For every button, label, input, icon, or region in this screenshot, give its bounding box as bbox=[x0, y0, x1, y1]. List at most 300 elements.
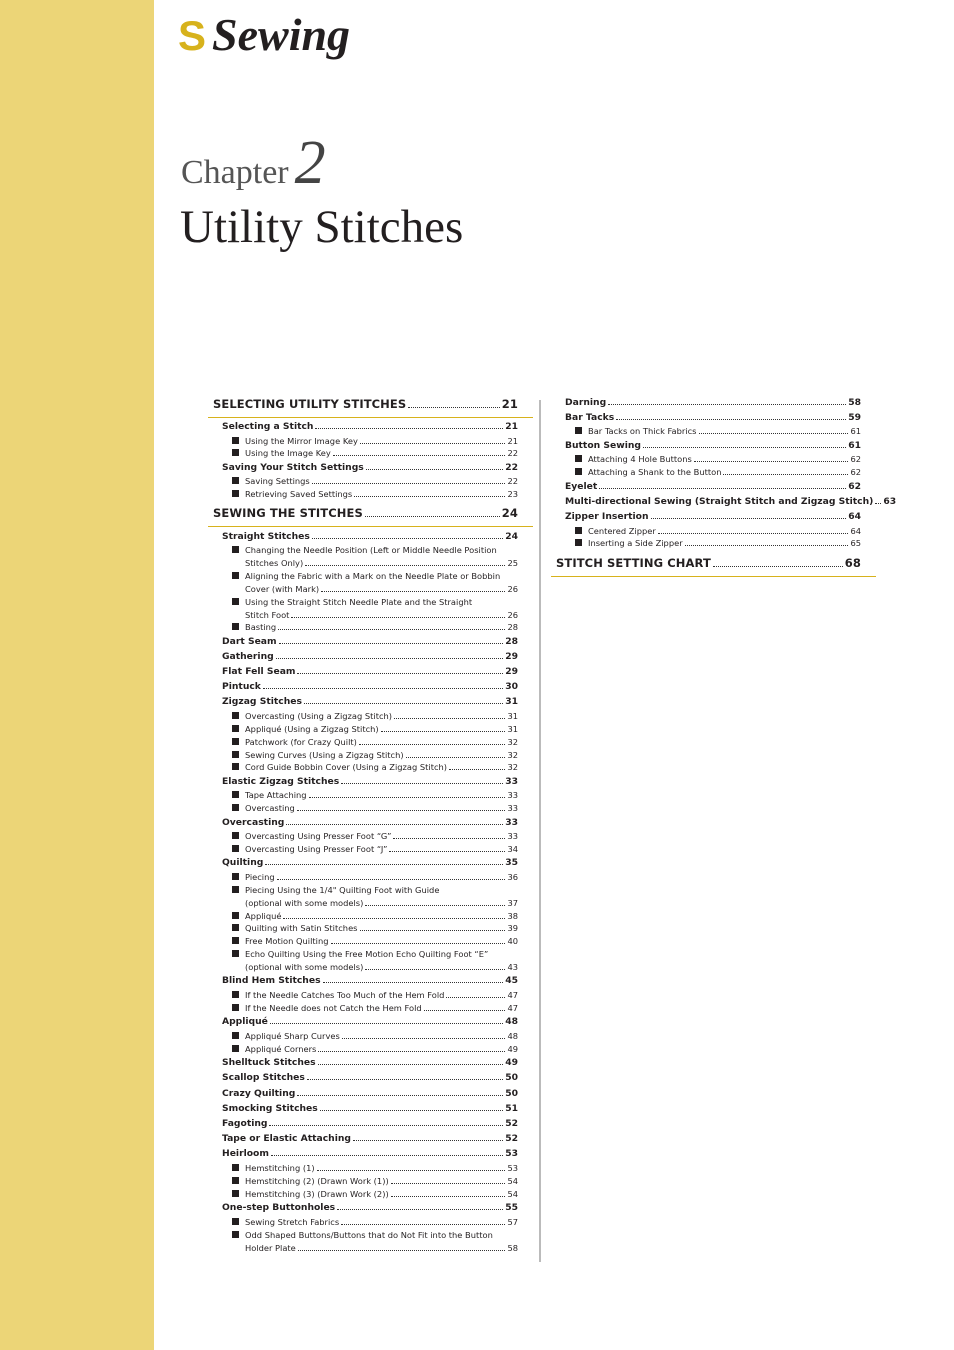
toc-page-number: 24 bbox=[501, 506, 518, 520]
toc-entry-title: Hemstitching (1) bbox=[245, 1163, 315, 1173]
dot-leader bbox=[307, 1079, 503, 1080]
toc-entry-title: Sewing Stretch Fabrics bbox=[245, 1217, 340, 1227]
toc-page-number: 43 bbox=[507, 962, 518, 972]
toc-page-number: 29 bbox=[505, 651, 518, 662]
toc-entry-title: Echo Quilting Using the Free Motion Echo Quilting Foot “E” bbox=[245, 949, 489, 959]
square-bullet-icon bbox=[232, 1045, 239, 1052]
toc-page-number: 45 bbox=[505, 975, 518, 986]
toc-entry[interactable] bbox=[222, 1103, 518, 1114]
square-bullet-icon bbox=[232, 845, 239, 852]
dot-leader bbox=[263, 688, 503, 689]
dot-leader bbox=[699, 433, 849, 434]
toc-entry-title: Sewing Curves (Using a Zigzag Stitch) bbox=[245, 750, 404, 760]
toc-entry-title: Heirloom bbox=[222, 1148, 269, 1159]
dot-leader bbox=[318, 1051, 505, 1052]
toc-entry-title: Quilting with Satin Stitches bbox=[245, 923, 358, 933]
toc-page-number: 52 bbox=[505, 1133, 518, 1144]
toc-page-number: 28 bbox=[507, 622, 518, 632]
toc-entry[interactable] bbox=[232, 790, 518, 801]
toc-page-number: 34 bbox=[507, 844, 518, 854]
square-bullet-icon bbox=[232, 1190, 239, 1197]
toc-section-heading[interactable] bbox=[213, 506, 518, 520]
toc-entry[interactable] bbox=[232, 622, 518, 633]
toc-page-number: 53 bbox=[505, 1148, 518, 1159]
toc-page-number: 50 bbox=[505, 1088, 518, 1099]
toc-page-number: 32 bbox=[507, 750, 518, 760]
toc-page-number: 22 bbox=[507, 448, 518, 458]
dot-leader bbox=[312, 483, 506, 484]
toc-entry-title: Darning bbox=[565, 397, 607, 408]
toc-page-number: 38 bbox=[507, 911, 518, 921]
toc-entry[interactable] bbox=[232, 844, 518, 855]
toc-page-number: 30 bbox=[505, 681, 518, 692]
toc-page-number: 61 bbox=[850, 426, 861, 436]
square-bullet-icon bbox=[232, 1231, 239, 1238]
toc-entry[interactable] bbox=[565, 481, 861, 492]
toc-entry-title: Overcasting Using Presser Foot “G” bbox=[245, 831, 392, 841]
square-bullet-icon bbox=[232, 1004, 239, 1011]
toc-entry[interactable] bbox=[222, 1088, 518, 1099]
dot-leader bbox=[360, 443, 506, 444]
dot-leader bbox=[279, 643, 504, 644]
toc-entry-title: Scallop Stitches bbox=[222, 1072, 305, 1083]
square-bullet-icon bbox=[232, 886, 239, 893]
toc-page-number: 54 bbox=[507, 1176, 518, 1186]
toc-page-number: 49 bbox=[507, 1044, 518, 1054]
toc-page-number: 31 bbox=[507, 711, 518, 721]
toc-entry[interactable] bbox=[222, 1057, 518, 1068]
toc-entry-title: Crazy Quilting bbox=[222, 1088, 296, 1099]
toc-entry[interactable] bbox=[222, 857, 518, 868]
toc-entry[interactable] bbox=[565, 440, 861, 451]
toc-entry-continuation[interactable] bbox=[245, 610, 518, 621]
toc-entry-title: If the Needle Catches Too Much of the Hem Fold bbox=[245, 990, 445, 1000]
toc-page-number: 50 bbox=[505, 1072, 518, 1083]
square-bullet-icon bbox=[575, 539, 582, 546]
toc-entry[interactable] bbox=[232, 545, 497, 555]
toc-entry[interactable] bbox=[232, 1163, 518, 1174]
dot-leader bbox=[875, 503, 881, 504]
toc-entry[interactable] bbox=[232, 489, 518, 500]
square-bullet-icon bbox=[575, 427, 582, 434]
dot-leader bbox=[341, 783, 503, 784]
toc-entry[interactable] bbox=[222, 1072, 518, 1083]
section-letter: S bbox=[178, 12, 207, 59]
toc-entry-title: Patchwork (for Crazy Quilt) bbox=[245, 737, 357, 747]
toc-page-number: 23 bbox=[507, 489, 518, 499]
square-bullet-icon bbox=[232, 1218, 239, 1225]
toc-page-number: 35 bbox=[505, 857, 518, 868]
dot-leader bbox=[271, 1155, 503, 1156]
dot-leader bbox=[713, 566, 843, 567]
toc-entry[interactable] bbox=[565, 412, 861, 423]
dot-leader bbox=[309, 797, 506, 798]
dot-leader bbox=[723, 474, 848, 475]
dot-leader bbox=[685, 545, 849, 546]
dot-leader bbox=[366, 469, 503, 470]
toc-page-number: 58 bbox=[848, 397, 861, 408]
toc-entry[interactable] bbox=[222, 1148, 518, 1159]
dot-leader bbox=[277, 879, 506, 880]
toc-entry-title: Centered Zipper bbox=[588, 526, 656, 536]
dot-leader bbox=[694, 461, 849, 462]
toc-entry[interactable] bbox=[222, 1118, 518, 1129]
dot-leader bbox=[608, 404, 846, 405]
dot-leader bbox=[291, 617, 505, 618]
toc-entry[interactable] bbox=[222, 1202, 518, 1213]
square-bullet-icon bbox=[232, 991, 239, 998]
square-bullet-icon bbox=[575, 468, 582, 475]
toc-entry-title: Saving Settings bbox=[245, 476, 310, 486]
toc-page-number: 48 bbox=[505, 1016, 518, 1027]
toc-page-number: 47 bbox=[507, 1003, 518, 1013]
toc-page-number: 62 bbox=[848, 481, 861, 492]
square-bullet-icon bbox=[232, 725, 239, 732]
toc-page-number: 32 bbox=[507, 762, 518, 772]
toc-entry-title: STITCH SETTING CHART bbox=[556, 556, 711, 570]
toc-page-number: 31 bbox=[507, 724, 518, 734]
square-bullet-icon bbox=[232, 763, 239, 770]
toc-entry[interactable] bbox=[222, 776, 518, 787]
square-bullet-icon bbox=[232, 477, 239, 484]
toc-entry-title: Piecing bbox=[245, 872, 275, 882]
dot-leader bbox=[323, 982, 504, 983]
square-bullet-icon bbox=[232, 572, 239, 579]
toc-entry-title: Aligning the Fabric with a Mark on the Needle Plate or Bobbin bbox=[245, 571, 501, 581]
toc-entry[interactable] bbox=[222, 651, 518, 662]
toc-entry-title: Fagoting bbox=[222, 1118, 268, 1129]
toc-page-number: 53 bbox=[507, 1163, 518, 1173]
dot-leader bbox=[394, 718, 505, 719]
toc-entry[interactable] bbox=[232, 990, 518, 1001]
dot-leader bbox=[321, 591, 505, 592]
toc-section-heading[interactable] bbox=[556, 556, 861, 570]
dot-leader bbox=[353, 1140, 503, 1141]
dot-leader bbox=[658, 533, 849, 534]
toc-page-number: 62 bbox=[850, 467, 861, 477]
toc-entry-title: Overcasting bbox=[245, 803, 295, 813]
toc-entry[interactable] bbox=[232, 936, 518, 947]
toc-entry-title: Attaching 4 Hole Buttons bbox=[588, 454, 692, 464]
dot-leader bbox=[391, 1183, 506, 1184]
dot-leader bbox=[391, 1196, 506, 1197]
toc-entry-title: One-step Buttonholes bbox=[222, 1202, 336, 1213]
toc-entry-title: Free Motion Quilting bbox=[245, 936, 329, 946]
square-bullet-icon bbox=[232, 937, 239, 944]
toc-entry-continuation[interactable] bbox=[245, 898, 518, 909]
toc-entry-title: Appliqué bbox=[245, 911, 282, 921]
toc-entry[interactable] bbox=[575, 454, 861, 465]
toc-entry-title: Elastic Zigzag Stitches bbox=[222, 776, 340, 787]
dot-leader bbox=[337, 1209, 503, 1210]
dot-leader bbox=[365, 516, 500, 517]
toc-page-number: 33 bbox=[507, 831, 518, 841]
toc-entry-title: Saving Your Stitch Settings bbox=[222, 462, 364, 473]
dot-leader bbox=[616, 419, 846, 420]
toc-page-number: 65 bbox=[850, 538, 861, 548]
dot-leader bbox=[297, 673, 503, 674]
toc-entry-continuation[interactable] bbox=[245, 584, 518, 595]
toc-page-number: 61 bbox=[848, 440, 861, 451]
toc-entry[interactable] bbox=[565, 496, 897, 507]
toc-entry-title: Appliqué (Using a Zigzag Stitch) bbox=[245, 724, 379, 734]
dot-leader bbox=[365, 969, 505, 970]
toc-entry[interactable] bbox=[575, 538, 861, 549]
dot-leader bbox=[283, 918, 505, 919]
toc-entry-title: If the Needle does not Catch the Hem Fold bbox=[245, 1003, 422, 1013]
toc-entry-title: Flat Fell Seam bbox=[222, 666, 296, 677]
toc-entry[interactable] bbox=[232, 750, 518, 761]
toc-entry-title-continued: (optional with some models) bbox=[245, 898, 364, 908]
dot-leader bbox=[318, 1064, 504, 1065]
dot-leader bbox=[331, 943, 506, 944]
square-bullet-icon bbox=[575, 455, 582, 462]
toc-entry[interactable] bbox=[222, 696, 518, 707]
toc-entry-title: Smocking Stitches bbox=[222, 1103, 318, 1114]
toc-entry-title: Blind Hem Stitches bbox=[222, 975, 321, 986]
toc-entry[interactable] bbox=[222, 531, 518, 542]
toc-entry-title: Tape Attaching bbox=[245, 790, 307, 800]
toc-page-number: 33 bbox=[505, 776, 518, 787]
toc-entry[interactable] bbox=[222, 975, 518, 986]
toc-entry-title: SEWING THE STITCHES bbox=[213, 506, 363, 520]
toc-entry[interactable] bbox=[575, 426, 861, 437]
toc-entry-title-continued: Holder Plate bbox=[245, 1243, 296, 1253]
toc-page-number: 52 bbox=[505, 1118, 518, 1129]
dot-leader bbox=[317, 1170, 506, 1171]
dot-leader bbox=[651, 518, 847, 519]
toc-entry[interactable] bbox=[232, 436, 518, 447]
toc-entry[interactable] bbox=[232, 762, 518, 773]
toc-entry[interactable] bbox=[222, 636, 518, 647]
toc-entry[interactable] bbox=[232, 1217, 518, 1228]
toc-page-number: 49 bbox=[505, 1057, 518, 1068]
toc-entry-title: Attaching a Shank to the Button bbox=[588, 467, 722, 477]
toc-page-number: 55 bbox=[505, 1202, 518, 1213]
dot-leader bbox=[298, 1250, 506, 1251]
toc-entry[interactable] bbox=[565, 511, 861, 522]
toc-entry[interactable] bbox=[222, 462, 518, 473]
toc-page-number: 21 bbox=[507, 436, 518, 446]
toc-entry-title: Straight Stitches bbox=[222, 531, 310, 542]
dot-leader bbox=[265, 864, 503, 865]
dot-leader bbox=[389, 851, 505, 852]
toc-entry-title: Pintuck bbox=[222, 681, 261, 692]
toc-entry[interactable] bbox=[232, 1176, 518, 1187]
toc-entry-title: Dart Seam bbox=[222, 636, 277, 647]
toc-entry[interactable] bbox=[232, 571, 500, 581]
square-bullet-icon bbox=[232, 950, 239, 957]
toc-page-number: 51 bbox=[505, 1103, 518, 1114]
toc-entry[interactable] bbox=[222, 681, 518, 692]
toc-entry-title: Odd Shaped Buttons/Buttons that do Not Fit into the Button bbox=[245, 1230, 493, 1240]
dot-leader bbox=[599, 488, 846, 489]
toc-entry[interactable] bbox=[232, 923, 518, 934]
toc-page-number: 21 bbox=[505, 421, 518, 432]
toc-entry[interactable] bbox=[232, 1031, 518, 1042]
toc-entry[interactable] bbox=[565, 397, 861, 408]
toc-page-number: 32 bbox=[507, 737, 518, 747]
square-bullet-icon bbox=[232, 1032, 239, 1039]
dot-leader bbox=[408, 407, 500, 408]
dot-leader bbox=[393, 838, 505, 839]
toc-entry-title-continued: (optional with some models) bbox=[245, 962, 364, 972]
toc-entry-title: Hemstitching (2) (Drawn Work (1)) bbox=[245, 1176, 389, 1186]
toc-page-number: 39 bbox=[507, 923, 518, 933]
toc-page-number: 25 bbox=[507, 558, 518, 568]
toc-page-number: 40 bbox=[507, 936, 518, 946]
square-bullet-icon bbox=[232, 449, 239, 456]
toc-entry[interactable] bbox=[575, 467, 861, 478]
square-bullet-icon bbox=[232, 924, 239, 931]
dot-leader bbox=[269, 1125, 503, 1126]
toc-entry[interactable] bbox=[232, 949, 488, 959]
toc-entry-continuation[interactable] bbox=[245, 558, 518, 569]
toc-entry-title: Shelltuck Stitches bbox=[222, 1057, 316, 1068]
dot-leader bbox=[381, 731, 506, 732]
toc-entry-title: Gathering bbox=[222, 651, 274, 662]
toc-entry[interactable] bbox=[222, 1016, 518, 1027]
dot-leader bbox=[643, 447, 846, 448]
toc-entry[interactable] bbox=[232, 711, 518, 722]
square-bullet-icon bbox=[232, 751, 239, 758]
dot-leader bbox=[341, 1224, 505, 1225]
toc-page-number: 33 bbox=[505, 817, 518, 828]
toc-entry-title: Button Sewing bbox=[565, 440, 641, 451]
toc-entry[interactable] bbox=[232, 597, 472, 607]
toc-entry-title: Hemstitching (3) (Drawn Work (2)) bbox=[245, 1189, 389, 1199]
dot-leader bbox=[449, 769, 505, 770]
toc-page-number: 22 bbox=[505, 462, 518, 473]
chapter-word: Chapter bbox=[181, 154, 289, 191]
toc-page-number: 33 bbox=[507, 803, 518, 813]
toc-entry-title: Zipper Insertion bbox=[565, 511, 649, 522]
dot-leader bbox=[354, 496, 505, 497]
toc-page-number: 63 bbox=[883, 496, 897, 507]
toc-page-number: 26 bbox=[507, 584, 518, 594]
square-bullet-icon bbox=[232, 791, 239, 798]
toc-entry[interactable] bbox=[222, 817, 518, 828]
toc-page-number: 64 bbox=[848, 511, 861, 522]
dot-leader bbox=[359, 744, 506, 745]
toc-entry[interactable] bbox=[232, 1230, 493, 1240]
toc-section-heading[interactable] bbox=[213, 397, 518, 411]
toc-entry-title: Bar Tacks on Thick Fabrics bbox=[588, 426, 697, 436]
square-bullet-icon bbox=[232, 832, 239, 839]
toc-page-number: 62 bbox=[850, 454, 861, 464]
dot-leader bbox=[278, 629, 505, 630]
square-bullet-icon bbox=[232, 437, 239, 444]
chapter-number: 2 bbox=[294, 129, 326, 197]
dot-leader bbox=[286, 824, 503, 825]
toc-entry-title-continued: Cover (with Mark) bbox=[245, 584, 320, 594]
toc-page-number: 28 bbox=[505, 636, 518, 647]
column-divider bbox=[539, 400, 541, 1262]
toc-entry[interactable] bbox=[232, 803, 518, 814]
section-heading-rule bbox=[208, 526, 533, 527]
toc-entry[interactable] bbox=[232, 1189, 518, 1200]
toc-entry-title-continued: Stitch Foot bbox=[245, 610, 290, 620]
dot-leader bbox=[312, 538, 503, 539]
toc-page-number: 68 bbox=[844, 556, 861, 570]
toc-page-number: 26 bbox=[507, 610, 518, 620]
toc-entry-title: Retrieving Saved Settings bbox=[245, 489, 353, 499]
toc-page-number: 48 bbox=[507, 1031, 518, 1041]
toc-entry[interactable] bbox=[575, 526, 861, 537]
dot-leader bbox=[360, 930, 506, 931]
dot-leader bbox=[365, 905, 505, 906]
toc-entry[interactable] bbox=[222, 666, 518, 677]
square-bullet-icon bbox=[232, 712, 239, 719]
dot-leader bbox=[297, 810, 506, 811]
section-title: Sewing bbox=[212, 9, 351, 60]
toc-page-number: 31 bbox=[505, 696, 518, 707]
toc-entry-title: Selecting a Stitch bbox=[222, 421, 314, 432]
toc-entry[interactable] bbox=[222, 1133, 518, 1144]
section-heading-rule bbox=[551, 576, 876, 577]
toc-entry-title: Basting bbox=[245, 622, 277, 632]
square-bullet-icon bbox=[232, 1177, 239, 1184]
toc-entry-title: Tape or Elastic Attaching bbox=[222, 1133, 351, 1144]
section-header bbox=[178, 8, 350, 61]
dot-leader bbox=[276, 658, 504, 659]
toc-page-number: 59 bbox=[848, 412, 861, 423]
toc-entry-title: Multi-directional Sewing (Straight Stitch and Zigzag Stitch) bbox=[565, 496, 874, 507]
toc-entry[interactable] bbox=[232, 724, 518, 735]
toc-entry-title: Overcasting (Using a Zigzag Stitch) bbox=[245, 711, 393, 721]
toc-entry-title-continued: Stitches Only) bbox=[245, 558, 304, 568]
toc-entry-title: Cord Guide Bobbin Cover (Using a Zigzag Stitch) bbox=[245, 762, 448, 772]
toc-entry[interactable] bbox=[232, 911, 518, 922]
toc-entry-title: Overcasting Using Presser Foot “J” bbox=[245, 844, 388, 854]
toc-entry-continuation[interactable] bbox=[245, 962, 518, 973]
toc-entry-title: Using the Mirror Image Key bbox=[245, 436, 358, 446]
toc-entry[interactable] bbox=[232, 737, 518, 748]
chapter-label bbox=[181, 128, 326, 199]
toc-page-number: 24 bbox=[505, 531, 518, 542]
toc-entry-title: Eyelet bbox=[565, 481, 598, 492]
dot-leader bbox=[333, 455, 506, 456]
toc-page-number: 64 bbox=[850, 526, 861, 536]
toc-entry-continuation[interactable] bbox=[245, 1243, 518, 1254]
toc-entry-title: Appliqué Corners bbox=[245, 1044, 317, 1054]
toc-entry[interactable] bbox=[232, 831, 518, 842]
toc-page-number: 57 bbox=[507, 1217, 518, 1227]
square-bullet-icon bbox=[232, 623, 239, 630]
toc-entry[interactable] bbox=[232, 872, 518, 883]
toc-page-number: 29 bbox=[505, 666, 518, 677]
toc-entry[interactable] bbox=[232, 1044, 518, 1055]
dot-leader bbox=[297, 1095, 503, 1096]
square-bullet-icon bbox=[232, 490, 239, 497]
square-bullet-icon bbox=[575, 527, 582, 534]
square-bullet-icon bbox=[232, 546, 239, 553]
toc-entry[interactable] bbox=[232, 885, 439, 895]
toc-entry[interactable] bbox=[232, 448, 518, 459]
toc-entry-title: Changing the Needle Position (Left or Middle Needle Position bbox=[245, 545, 497, 555]
toc-page-number: 58 bbox=[507, 1243, 518, 1253]
chapter-title: Utility Stitches bbox=[180, 201, 464, 253]
dot-leader bbox=[315, 428, 503, 429]
square-bullet-icon bbox=[232, 873, 239, 880]
toc-entry[interactable] bbox=[222, 421, 518, 432]
toc-entry-title: Zigzag Stitches bbox=[222, 696, 302, 707]
dot-leader bbox=[270, 1023, 503, 1024]
dot-leader bbox=[406, 757, 506, 758]
square-bullet-icon bbox=[232, 1164, 239, 1171]
toc-entry[interactable] bbox=[232, 476, 518, 487]
toc-entry[interactable] bbox=[232, 1003, 518, 1014]
